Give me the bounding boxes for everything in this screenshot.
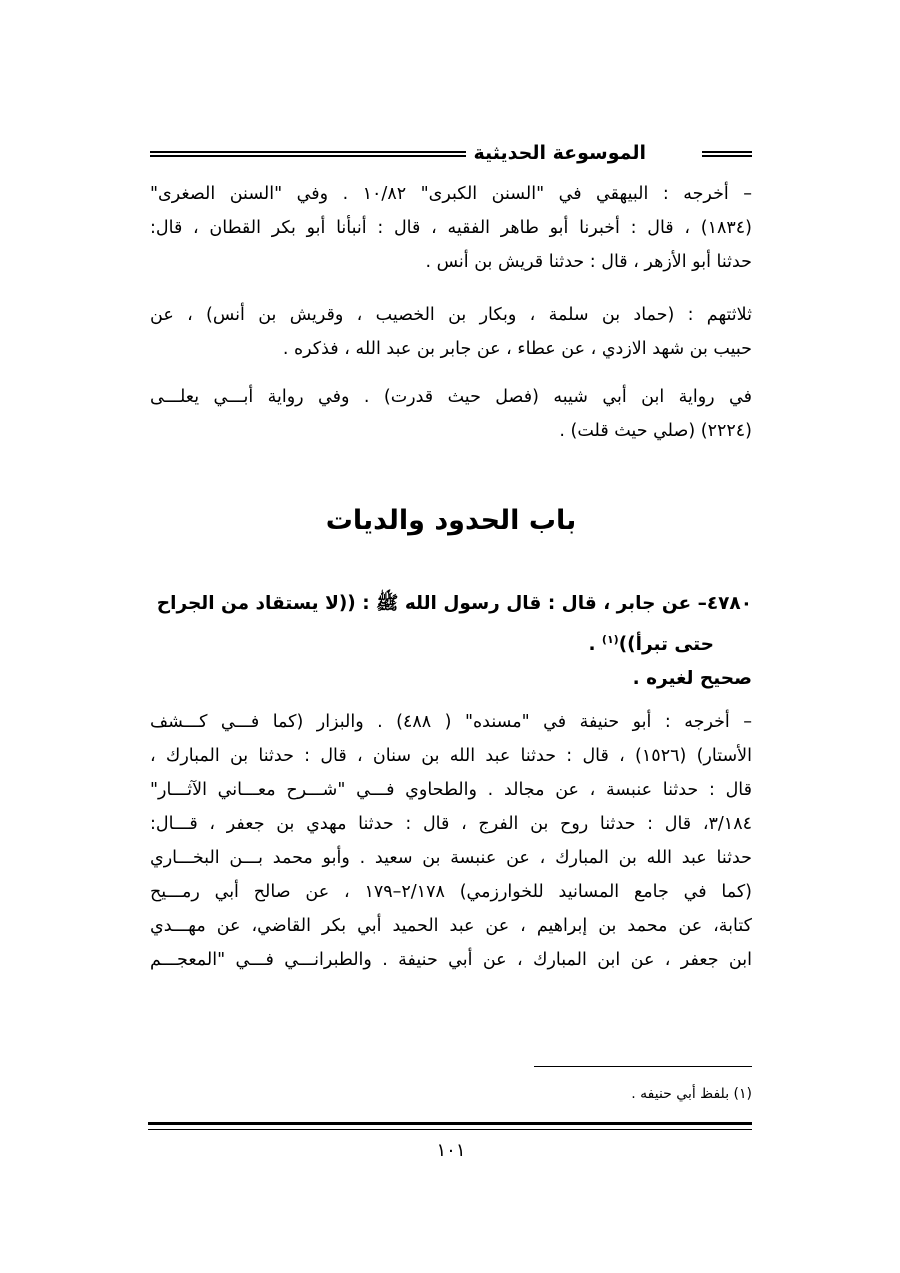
hadith-grade: صحيح لغيره . [632, 668, 752, 689]
footer-rule [148, 1122, 752, 1130]
text-line: ابن جعفر ، عن ابن المبارك ، عن أبي حنيفة . والطبرانـــي فـــي "المعجـــم [150, 950, 752, 970]
text-line: (١٨٣٤) ، قال : أخبرنا أبو طاهر الفقيه ، قال : أنبأنا أبو بكر القطان ، قال: [150, 218, 752, 238]
running-header [150, 140, 752, 166]
hadith-line: ٤٧٨٠– عن جابر ، قال : قال رسول الله ﷺ : ((لا يستقاد من الجراح [156, 593, 752, 614]
text-line: في رواية ابن أبي شيبه (فصل حيث قدرت) . وفي رواية أبـــي يعلـــى [150, 387, 752, 407]
footnote: (١) بلفظ أبي حنيفه . [631, 1086, 752, 1102]
text-line: ثلاثتهم : (حماد بن سلمة ، وبكار بن الخصيب ، وقريش بن أنس) ، عن [150, 305, 752, 325]
paragraph-takhrij-abu-hanifa [150, 705, 752, 977]
paragraph-takhrij-bayhaqi [150, 177, 752, 279]
text-line: حدثنا عبد الله بن المبارك ، عن عنبسة بن سعيد . وأبو محمد بـــن البخـــاري [150, 848, 752, 868]
text-line: – أخرجه : أبو حنيفة في "مسنده" ( ٤٨٨) . والبزار (كما فـــي كـــشف [150, 712, 752, 732]
hadith-text [150, 586, 752, 658]
page-number: ١٠١ [436, 1140, 466, 1161]
text-line: ٣/١٨٤، قال : حدثنا روح بن الفرج ، قال : حدثنا مهدي بن جعفر ، قـــال: [150, 814, 752, 834]
text-line: حدثنا أبو الأزهر ، قال : حدثنا قريش بن أنس . [425, 252, 752, 272]
text-line: قال : حدثنا عنبسة ، عن مجالد . والطحاوي فـــي "شـــرح معـــاني الآثـــار" [150, 780, 752, 800]
hadith-line-end: . [588, 634, 602, 656]
hadith-line [150, 622, 752, 658]
header-rule-short [702, 151, 752, 157]
footnote-marker: (١) [601, 633, 619, 646]
text-line: الأستار) (١٥٢٦) ، قال : حدثنا عبد الله بن سنان ، قال : حدثنا بن المبارك ، [150, 746, 752, 766]
text-line: كتابة، عن محمد بن إبراهيم ، عن عبد الحميد أبي بكر القاضي، عن مهـــدي [150, 916, 752, 936]
hadith-line-text: حتى تبرأ)) [618, 634, 714, 656]
text-line: (كما في جامع المسانيد للخوارزمي) ٢/١٧٨–١٧٩ ، عن صالح أبي رمـــيح [150, 882, 752, 902]
paragraph-riwaya-note [150, 380, 752, 448]
text-line: – أخرجه : البيهقي في "السنن الكبرى" ١٠/٨٢ . وفي "السنن الصغرى" [150, 184, 752, 204]
header-title: الموسوعة الحديثية [466, 140, 655, 166]
section-heading: باب الحدود والديات [325, 505, 577, 536]
header-rule-long [150, 151, 514, 157]
text-line: حبيب بن شهد الازدي ، عن عطاء ، عن جابر بن عبد الله ، فذكره . [282, 339, 752, 359]
paragraph-chain-summary [150, 298, 752, 366]
footnote-separator [534, 1066, 752, 1067]
text-line: (٢٢٢٤) (صلي حيث قلت) . [559, 421, 752, 441]
